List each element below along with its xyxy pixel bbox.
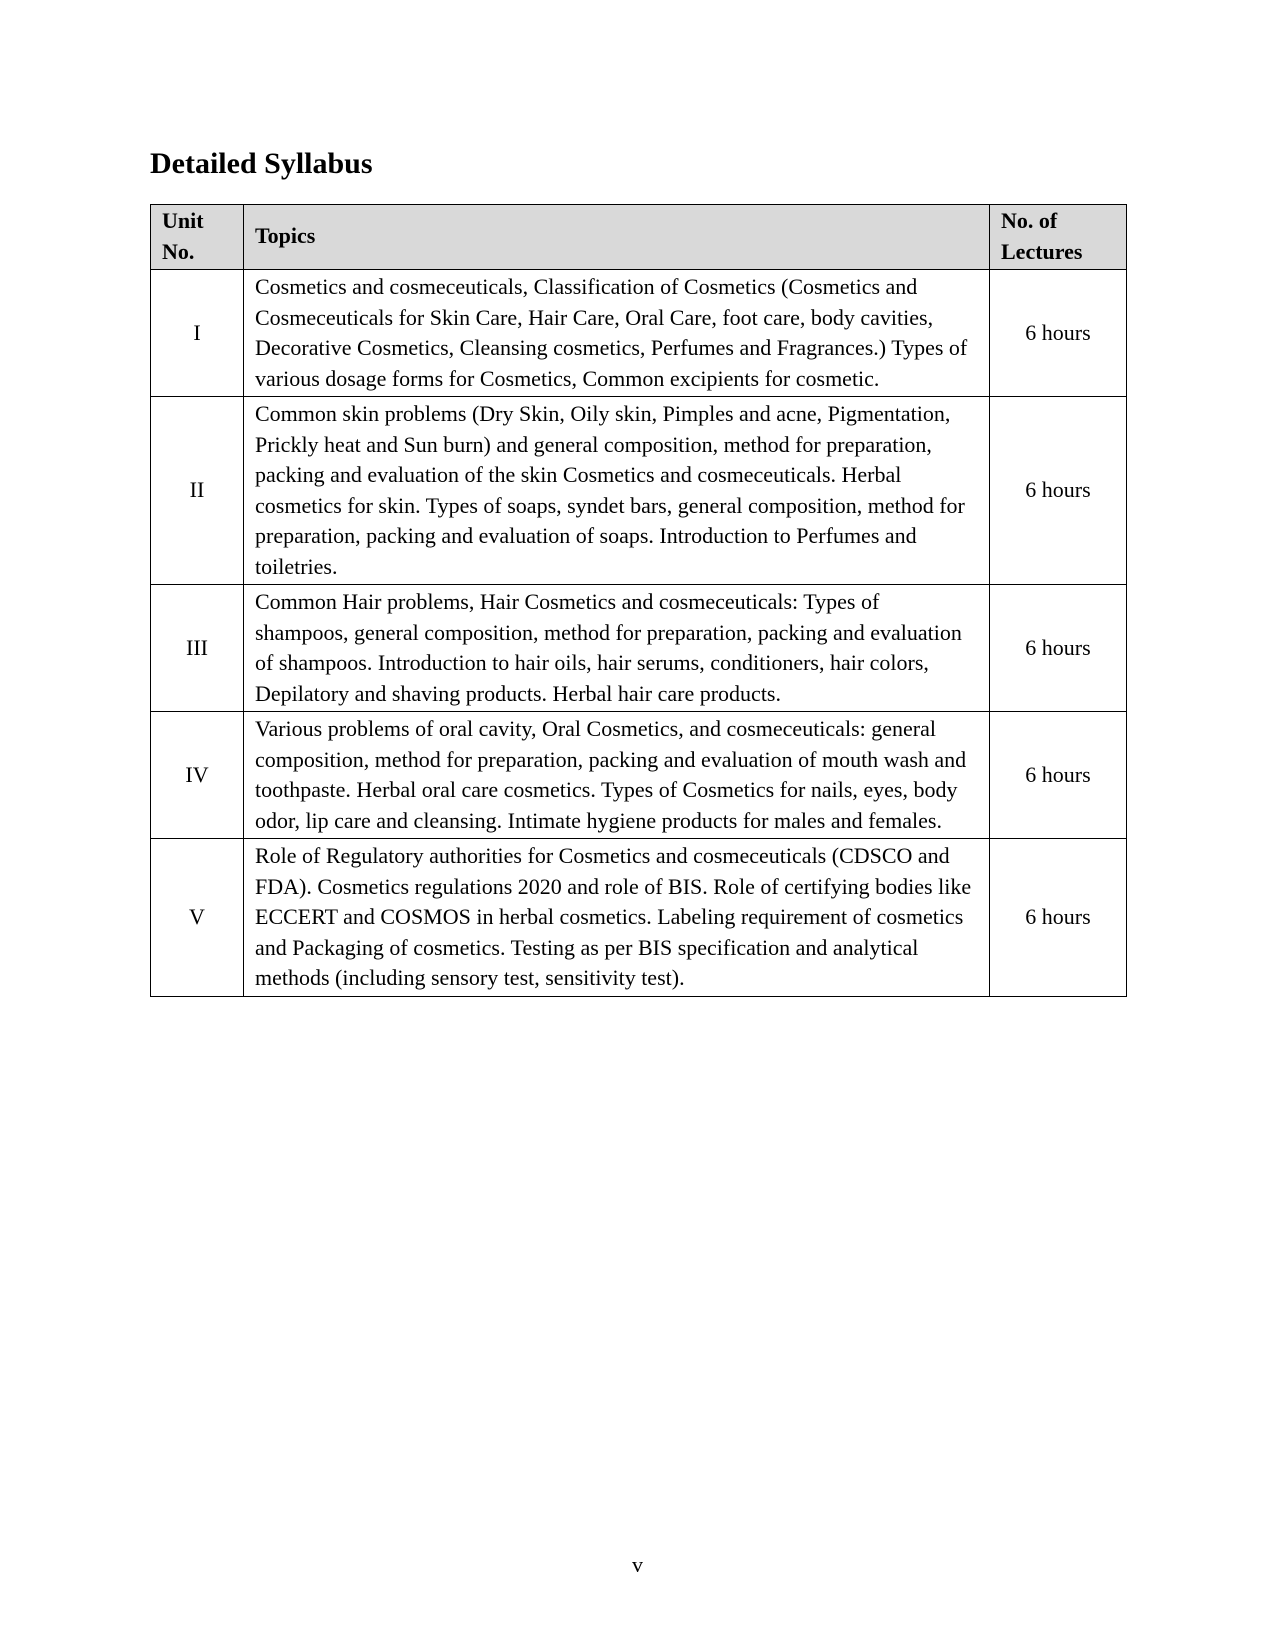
lectures-cell: 6 hours — [990, 839, 1127, 997]
unit-cell: I — [151, 270, 244, 397]
table-row — [151, 585, 1127, 712]
syllabus-table — [150, 204, 1127, 997]
topics-cell: Common skin problems (Dry Skin, Oily skin, Pimples and acne, Pigmentation, Prickly heat and Sun burn) and general composition, method for preparation, packing and evaluation of the skin Cosmetics and cosmeceuticals. Herbal cosmetics for skin. Types of soaps, syndet bars, general composition, method for preparation, packing and evaluation of soaps. Introduction to Perfumes and toiletries. — [244, 397, 990, 585]
lectures-cell: 6 hours — [990, 712, 1127, 839]
unit-cell: V — [151, 839, 244, 997]
header-no-of-lectures: No. of Lectures — [990, 205, 1127, 270]
page-number: v — [632, 1552, 643, 1577]
lectures-cell: 6 hours — [990, 270, 1127, 397]
table-row — [151, 397, 1127, 585]
header-unit-no: Unit No. — [151, 205, 244, 270]
unit-cell: III — [151, 585, 244, 712]
lectures-cell: 6 hours — [990, 585, 1127, 712]
page-title: Detailed Syllabus — [150, 147, 373, 180]
topics-cell: Common Hair problems, Hair Cosmetics and cosmeceuticals: Types of shampoos, general composition, method for preparation, packing and evaluation of shampoos. Introduction to hair oils, hair serums, conditioners, hair colors, Depilatory and shaving products. Herbal hair care products. — [244, 585, 990, 712]
unit-cell: II — [151, 397, 244, 585]
table-header-row — [151, 205, 1127, 270]
lectures-cell: 6 hours — [990, 397, 1127, 585]
topics-cell: Cosmetics and cosmeceuticals, Classification of Cosmetics (Cosmetics and Cosmeceuticals for Skin Care, Hair Care, Oral Care, foot care, body cavities, Decorative Cosmetics, Cleansing cosmetics, Perfumes and Fragrances.) Types of various dosage forms for Cosmetics, Common excipients for cosmetic. — [244, 270, 990, 397]
topics-cell: Various problems of oral cavity, Oral Cosmetics, and cosmeceuticals: general composition, method for preparation, packing and evaluation of mouth wash and toothpaste. Herbal oral care cosmetics. Types of Cosmetics for nails, eyes, body odor, lip care and cleansing. Intimate hygiene products for males and females. — [244, 712, 990, 839]
topics-cell: Role of Regulatory authorities for Cosmetics and cosmeceuticals (CDSCO and FDA). Cosmetics regulations 2020 and role of BIS. Role of certifying bodies like ECCERT and COSMOS in herbal cosmetics. Labeling requirement of cosmetics and Packaging of cosmetics. Testing as per BIS specification and analytical methods (including sensory test, sensitivity test). — [244, 839, 990, 997]
table-row — [151, 839, 1127, 997]
table-row — [151, 712, 1127, 839]
header-topics: Topics — [244, 205, 990, 270]
table-row — [151, 270, 1127, 397]
unit-cell: IV — [151, 712, 244, 839]
